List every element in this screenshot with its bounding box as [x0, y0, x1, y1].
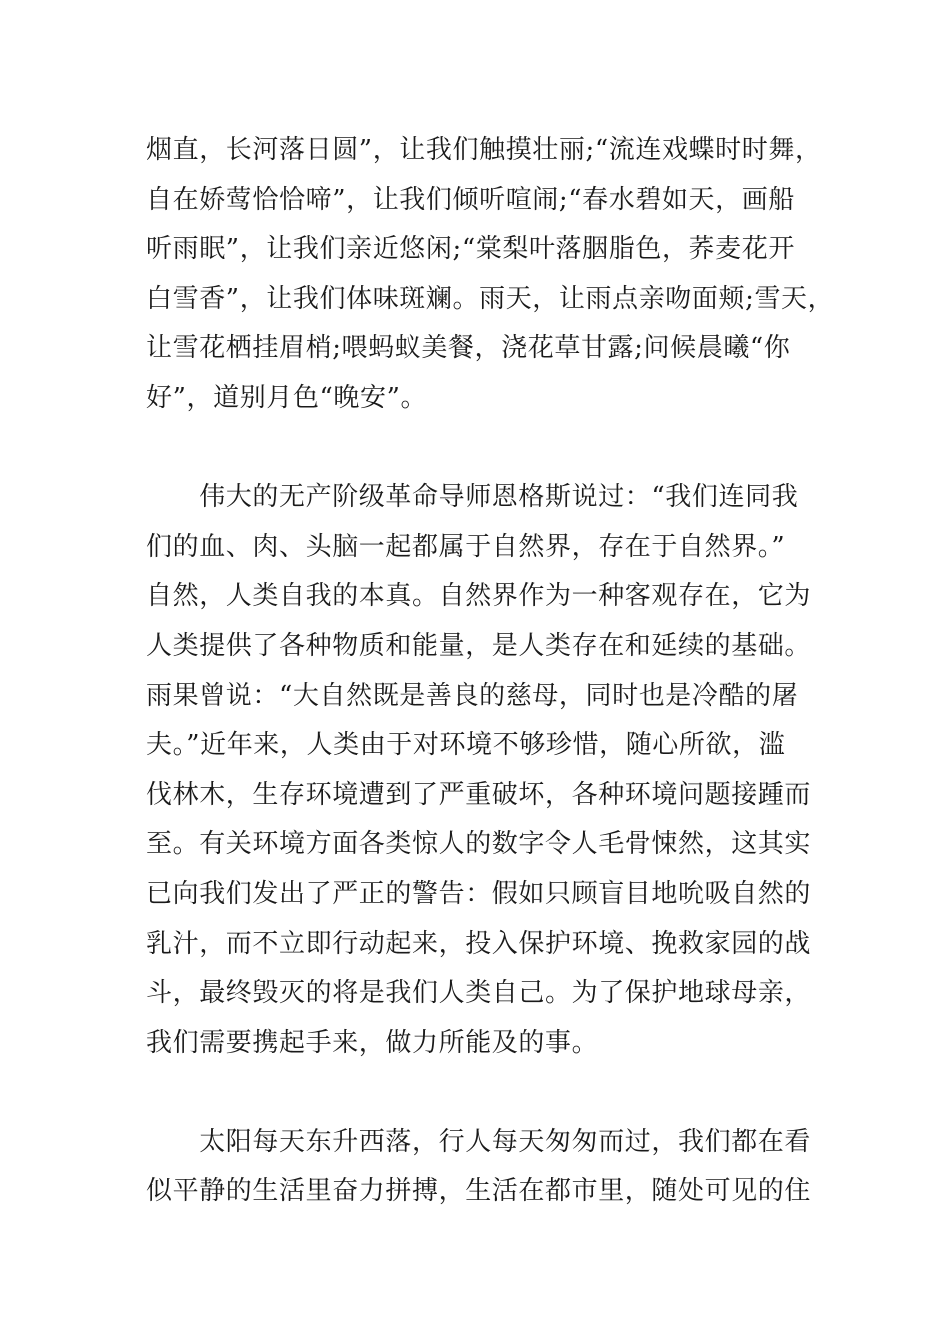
text-line: 我们需要携起手来，做力所能及的事。 [146, 1027, 599, 1058]
text-line: 让雪花栖挂眉梢;喂蚂蚁美餐，浇花草甘露;问候晨曦“你 [146, 333, 791, 364]
text-line: 自然，人类自我的本真。自然界作为一种客观存在，它为 [146, 581, 812, 612]
text-line: 乳汁，而不立即行动起来，投入保护环境、挽救家园的战 [146, 928, 812, 959]
text-line: 似平静的生活里奋力拼搏，生活在都市里，随处可见的住 [146, 1176, 812, 1207]
text-line: 已向我们发出了严正的警告：假如只顾盲目地吮吸自然的 [146, 878, 812, 909]
text-line: 好”，道别月色“晚安”。 [146, 382, 428, 413]
text-line: 听雨眠”，让我们亲近悠闲;“棠梨叶落胭脂色，荞麦花开 [146, 234, 795, 265]
text-line: 伐林木，生存环境遭到了严重破坏，各种环境问题接踵而 [146, 779, 812, 810]
document-page [146, 126, 835, 1217]
text-line: 太阳每天东升西落，行人每天匆匆而过，我们都在看 [146, 1126, 812, 1157]
text-line: 白雪香”，让我们体味斑斓。雨天，让雨点亲吻面颊;雪天， [146, 283, 835, 314]
text-line: 们的血、肉、头脑一起都属于自然界，存在于自然界。” [146, 531, 786, 562]
paragraph-2 [146, 473, 810, 1068]
text-line: 至。有关环境方面各类惊人的数字令人毛骨悚然，这其实 [146, 829, 812, 860]
text-line: 雨果曾说：“大自然既是善良的慈母，同时也是冷酷的屠 [146, 680, 799, 711]
text-line: 伟大的无产阶级革命导师恩格斯说过：“我们连同我 [146, 482, 799, 513]
text-line: 夫。”近年来，人类由于对环境不够珍惜，随心所欲，滥 [146, 730, 786, 761]
paragraph-3 [146, 1118, 810, 1217]
paragraph-1 [146, 126, 835, 424]
text-line: 斗，最终毁灭的将是我们人类自己。为了保护地球母亲， [146, 978, 812, 1009]
text-line: 烟直，长河落日圆”，让我们触摸壮丽;“流连戏蝶时时舞， [146, 135, 822, 165]
text-line: 人类提供了各种物质和能量，是人类存在和延续的基础。 [146, 630, 812, 661]
text-line: 自在娇莺恰恰啼”，让我们倾听喧闹;“春水碧如天，画船 [146, 184, 795, 215]
